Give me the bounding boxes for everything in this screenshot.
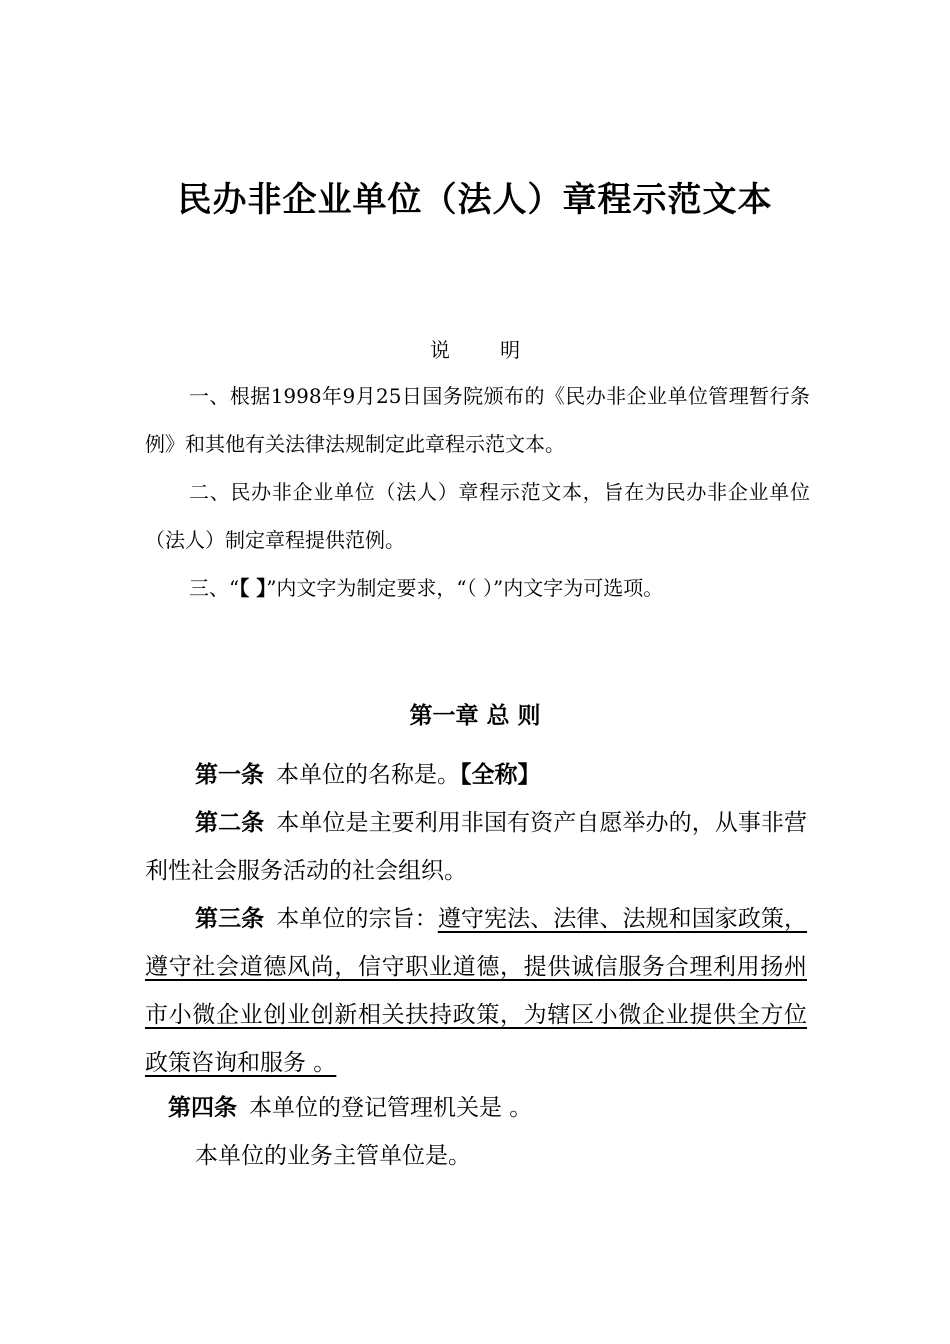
article-1-text: 本单位的名称是。 — [276, 762, 460, 788]
article-1-bracket: 【全称】 — [460, 762, 541, 788]
notes-heading: 说 明 — [429, 338, 521, 362]
article-1-label: 第一条 — [195, 762, 264, 788]
chapter-heading: 第一章 总 则 — [409, 703, 541, 729]
document-title: 民办非企业单位（法人）章程示范文本 — [177, 180, 773, 220]
article-4-label: 第四条 — [168, 1095, 237, 1121]
article-2-text: 本单位是主要利用非国有资产自愿举办的，从事非营利性社会服务活动的社会组织。 — [145, 810, 808, 884]
article-2 — [145, 799, 807, 895]
article-3-purpose: 遵守宪法、法律、法规和国家政策，遵守社会道德风尚，信守职业道德，提供诚信服务合理利用扬州市小微企业创业创新相关扶持政策，为辖区小微企业提供全方位政策咨询和服务 。 — [145, 906, 808, 1076]
article-3-label: 第三条 — [195, 906, 265, 932]
note-item-3-rest: ”内文字为制定要求，“（ ）”内文字为可选项。 — [266, 576, 664, 600]
article-1 — [145, 751, 807, 799]
note-item-1: 一、根据1998年9月25日国务院颁布的《民办非企业单位管理暂行条例》和其他有关法律法规制定此章程示范文本。 — [145, 384, 810, 456]
article-4-text: 本单位的登记管理机关是 。 — [249, 1095, 533, 1121]
article-2-label: 第二条 — [195, 810, 265, 836]
note-item-3 — [145, 564, 810, 612]
article-4 — [168, 1084, 830, 1132]
article-3 — [145, 895, 807, 1087]
note-item-3-bracket: 【 】 — [239, 576, 267, 600]
note-item-2: 二、民办非企业单位（法人）章程示范文本，旨在为民办非企业单位（法人）制定章程提供范例。 — [145, 480, 810, 552]
note-item-3-prefix: 三、“ — [189, 576, 240, 600]
article-3-intro: 本单位的宗旨： — [276, 906, 438, 932]
article-4-supervisor: 本单位的业务主管单位是。 — [195, 1143, 471, 1169]
